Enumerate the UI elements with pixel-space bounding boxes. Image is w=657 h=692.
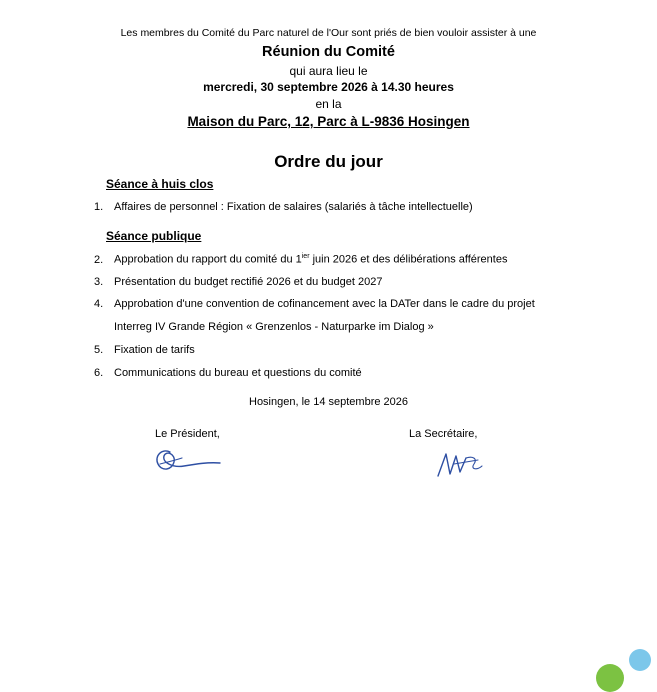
- signature-stroke: [438, 454, 466, 476]
- agenda-item-number: 3.: [94, 276, 104, 288]
- agenda-item: [94, 253, 507, 266]
- president-label: Le Président,: [155, 428, 220, 440]
- agenda-item: [94, 276, 383, 288]
- signature-stroke: [466, 457, 482, 469]
- agenda-item-number: 4.: [94, 298, 104, 310]
- agenda-item-number: 1.: [94, 201, 104, 213]
- agenda-item-text: Affaires de personnel : Fixation de salaires (salariés à tâche intellectuelle): [114, 201, 473, 213]
- agenda-item: [94, 201, 473, 213]
- agenda-item-text: Approbation du rapport du comité du 1: [114, 253, 302, 266]
- agenda-item: [94, 298, 535, 310]
- agenda-item-text: Fixation de tarifs: [114, 344, 195, 356]
- agenda-item-continuation: Interreg IV Grande Région « Grenzenlos - Naturparke im Dialog »: [114, 321, 434, 333]
- section-public-heading: Séance publique: [106, 229, 202, 243]
- decorative-green-dot: [596, 664, 624, 692]
- meeting-datetime: mercredi, 30 septembre 2026 à 14.30 heures: [203, 80, 454, 94]
- agenda-item-number: 5.: [94, 344, 104, 356]
- secretary-signature: [432, 446, 492, 482]
- meeting-title: Réunion du Comité: [262, 44, 395, 60]
- agenda-item-text: Approbation d'une convention de cofinancement avec la DATer dans le cadre du projet: [114, 298, 535, 310]
- when-intro: qui aura lieu le: [289, 64, 368, 78]
- agenda-item-text-continued: juin 2026 et des délibérations afférentes: [309, 253, 508, 266]
- invitation-intro: Les membres du Comité du Parc naturel de l'Our sont priés de bien vouloir assister à une: [120, 27, 537, 39]
- agenda-item: [94, 344, 195, 356]
- agenda-item: [94, 367, 362, 379]
- agenda-item-superscript: ier: [301, 253, 310, 260]
- president-signature: [150, 442, 225, 476]
- place-and-date: Hosingen, le 14 septembre 2026: [249, 396, 408, 408]
- secretary-label: La Secrétaire,: [409, 428, 478, 440]
- agenda-item-number: 2.: [94, 253, 104, 266]
- decorative-blue-dot: [629, 649, 651, 671]
- meeting-venue: Maison du Parc, 12, Parc à L-9836 Hosingen: [187, 114, 470, 129]
- agenda-item-number: 6.: [94, 367, 104, 379]
- section-private-heading: Séance à huis clos: [106, 177, 214, 191]
- agenda-title: Ordre du jour: [274, 152, 383, 171]
- agenda-item-text: Présentation du budget rectifié 2026 et du budget 2027: [114, 276, 383, 288]
- agenda-item-text: Communications du bureau et questions du comité: [114, 367, 362, 379]
- signature-stroke: [157, 451, 220, 469]
- where-intro: en la: [315, 97, 342, 111]
